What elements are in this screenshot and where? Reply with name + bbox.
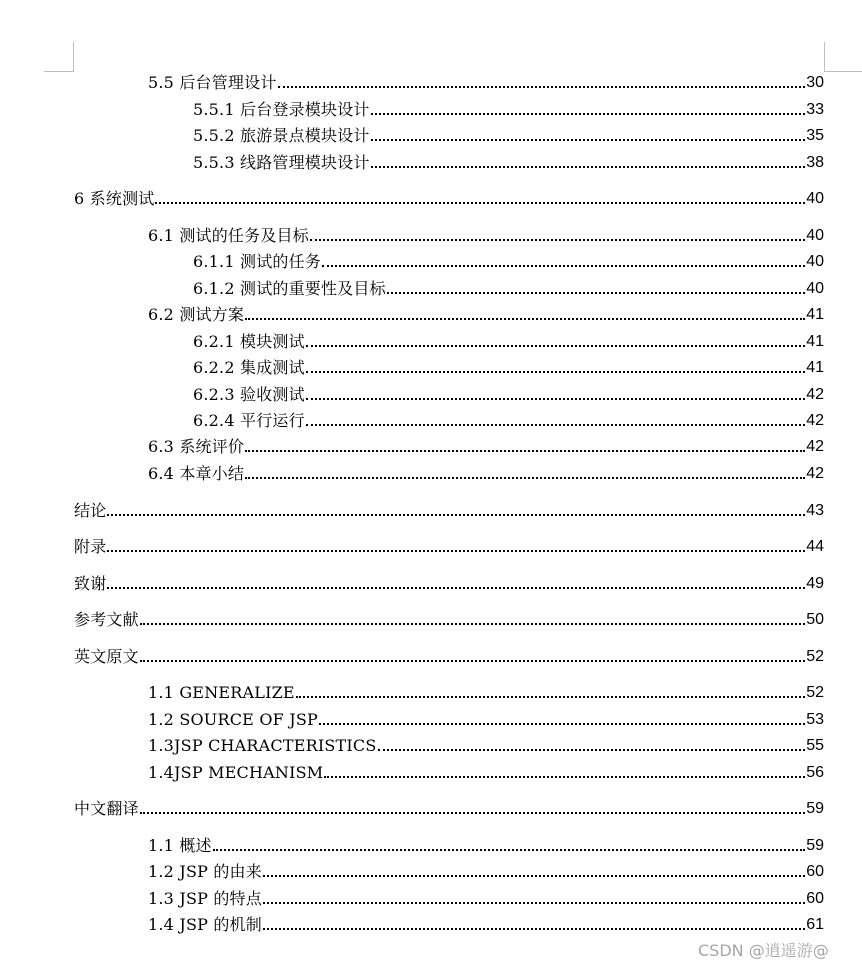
dot-leader <box>296 696 805 698</box>
toc-page-number: 53 <box>806 711 824 728</box>
dot-leader <box>263 902 805 904</box>
toc-entry-label: 1.4 JSP 的机制 <box>148 915 262 934</box>
toc-entry-label: 致谢 <box>74 574 107 593</box>
toc-entry[interactable] <box>148 71 824 93</box>
toc-entry-label: 6.2.2 集成测试 <box>193 358 305 377</box>
toc-entry-label: 6.1.2 测试的重要性及目标 <box>193 279 386 298</box>
toc-entry[interactable] <box>193 277 824 299</box>
toc-entry[interactable] <box>74 572 824 594</box>
toc-page-number: 55 <box>806 737 824 754</box>
dot-leader <box>306 345 805 347</box>
page-corner-mark-right <box>824 42 862 72</box>
toc-entry[interactable] <box>148 761 824 783</box>
toc-page-number: 60 <box>806 890 824 907</box>
dot-leader <box>213 849 805 851</box>
dot-leader <box>140 623 805 625</box>
dot-leader <box>263 875 805 877</box>
toc-page-number: 40 <box>806 253 824 270</box>
toc-entry-label: 5.5.1 后台登录模块设计 <box>193 100 370 119</box>
dot-leader <box>371 166 806 168</box>
dot-leader <box>107 514 805 516</box>
dot-leader <box>245 318 805 320</box>
toc-entry[interactable] <box>193 409 824 431</box>
toc-page-number: 41 <box>806 359 824 376</box>
watermark: CSDN @逍遥游@ <box>698 941 829 960</box>
toc-entry[interactable] <box>148 860 824 882</box>
toc-entry-label: 6.3 系统评价 <box>148 437 245 456</box>
toc-page-number: 61 <box>806 916 824 933</box>
toc-entry-label: 6.2.3 验收测试 <box>193 385 305 404</box>
toc-page-number: 49 <box>806 575 824 592</box>
toc-page-number: 50 <box>806 611 824 628</box>
toc-page-number: 56 <box>806 764 824 781</box>
toc-entry-label: 英文原文 <box>74 647 139 666</box>
toc-entry[interactable] <box>193 124 824 146</box>
toc-page-number: 40 <box>806 227 824 244</box>
toc-entry-label: 5.5 后台管理设计 <box>148 73 277 92</box>
dot-leader <box>107 587 805 589</box>
toc-entry-label: 1.4JSP MECHANISM <box>148 763 324 782</box>
toc-entry-label: 1.1 GENERALIZE <box>148 683 295 702</box>
toc-entry-label: 1.1 概述 <box>148 836 212 855</box>
dot-leader <box>140 812 805 814</box>
toc-entry[interactable] <box>193 250 824 272</box>
toc-entry[interactable] <box>148 887 824 909</box>
dot-leader <box>324 776 805 778</box>
toc-entry[interactable] <box>74 797 824 819</box>
toc-page-number: 59 <box>806 800 824 817</box>
toc-entry[interactable] <box>148 224 824 246</box>
toc-page-number: 43 <box>806 502 824 519</box>
toc-entry[interactable] <box>193 98 824 120</box>
toc-entry[interactable] <box>74 535 824 557</box>
toc-entry-label: 结论 <box>74 501 107 520</box>
dot-leader <box>306 424 805 426</box>
toc-entry[interactable] <box>74 187 824 209</box>
toc-entry-label: 中文翻译 <box>74 799 139 818</box>
toc-entry[interactable] <box>193 356 824 378</box>
toc-page-number: 41 <box>806 306 824 323</box>
toc-entry[interactable] <box>148 435 824 457</box>
toc-entry-label: 6.2.1 模块测试 <box>193 332 305 351</box>
toc-page-number: 52 <box>806 648 824 665</box>
toc-page-number: 30 <box>806 74 824 91</box>
dot-leader <box>245 450 805 452</box>
toc-entry-label: 5.5.3 线路管理模块设计 <box>193 153 370 172</box>
toc-entry[interactable] <box>148 708 824 730</box>
toc-page-number: 40 <box>806 190 824 207</box>
toc-page-number: 35 <box>806 127 824 144</box>
toc-entry[interactable] <box>148 303 824 325</box>
toc-entry-label: 6.2 测试方案 <box>148 305 245 324</box>
toc-page-number: 44 <box>806 538 824 555</box>
dot-leader <box>310 239 805 241</box>
dot-leader <box>263 928 805 930</box>
toc-entry[interactable] <box>148 913 824 935</box>
toc-entry[interactable] <box>193 330 824 352</box>
toc-page-number: 42 <box>806 438 824 455</box>
toc-entry[interactable] <box>74 499 824 521</box>
toc-entry-label: 6.4 本章小结 <box>148 464 245 483</box>
toc-entry-label: 参考文献 <box>74 610 139 629</box>
toc-entry[interactable] <box>74 608 824 630</box>
toc-page-number: 52 <box>806 684 824 701</box>
toc-page-number: 41 <box>806 333 824 350</box>
dot-leader <box>371 139 806 141</box>
toc-page-number: 42 <box>806 386 824 403</box>
toc-page-number: 59 <box>806 837 824 854</box>
toc-entry-label: 1.2 JSP 的由来 <box>148 862 262 881</box>
toc-entry[interactable] <box>193 383 824 405</box>
dot-leader <box>306 371 805 373</box>
dot-leader <box>387 292 805 294</box>
toc-entry-label: 6 系统测试 <box>74 189 155 208</box>
toc-page-number: 60 <box>806 863 824 880</box>
toc-page-number: 42 <box>806 412 824 429</box>
toc-entry-label: 1.3 JSP 的特点 <box>148 889 262 908</box>
toc-entry-label: 5.5.2 旅游景点模块设计 <box>193 126 370 145</box>
toc-entry-label: 6.1 测试的任务及目标 <box>148 226 309 245</box>
toc-entry-label: 6.2.4 平行运行 <box>193 411 305 430</box>
toc-entry-label: 6.1.1 测试的任务 <box>193 252 321 271</box>
toc-entry-label: 1.3JSP CHARACTERISTICS <box>148 736 377 755</box>
toc-entry-label: 附录 <box>74 537 107 556</box>
toc-entry[interactable] <box>148 462 824 484</box>
toc-entry[interactable] <box>193 151 824 173</box>
toc-entry[interactable] <box>74 645 824 667</box>
dot-leader <box>155 202 805 204</box>
toc-page-number: 38 <box>806 154 824 171</box>
dot-leader <box>245 477 805 479</box>
toc-page-number: 33 <box>806 101 824 118</box>
dot-leader <box>378 749 806 751</box>
toc-page-number: 42 <box>806 465 824 482</box>
page-corner-mark-left <box>44 42 74 72</box>
dot-leader <box>319 723 805 725</box>
toc-entry[interactable] <box>148 834 824 856</box>
dot-leader <box>306 398 805 400</box>
toc-entry[interactable] <box>148 681 824 703</box>
dot-leader <box>140 660 805 662</box>
toc-entry-label: 1.2 SOURCE OF JSP <box>148 710 318 729</box>
dot-leader <box>107 550 805 552</box>
dot-leader <box>322 265 805 267</box>
toc-page-number: 40 <box>806 280 824 297</box>
dot-leader <box>278 86 806 88</box>
toc-entry[interactable] <box>148 734 824 756</box>
dot-leader <box>371 113 806 115</box>
